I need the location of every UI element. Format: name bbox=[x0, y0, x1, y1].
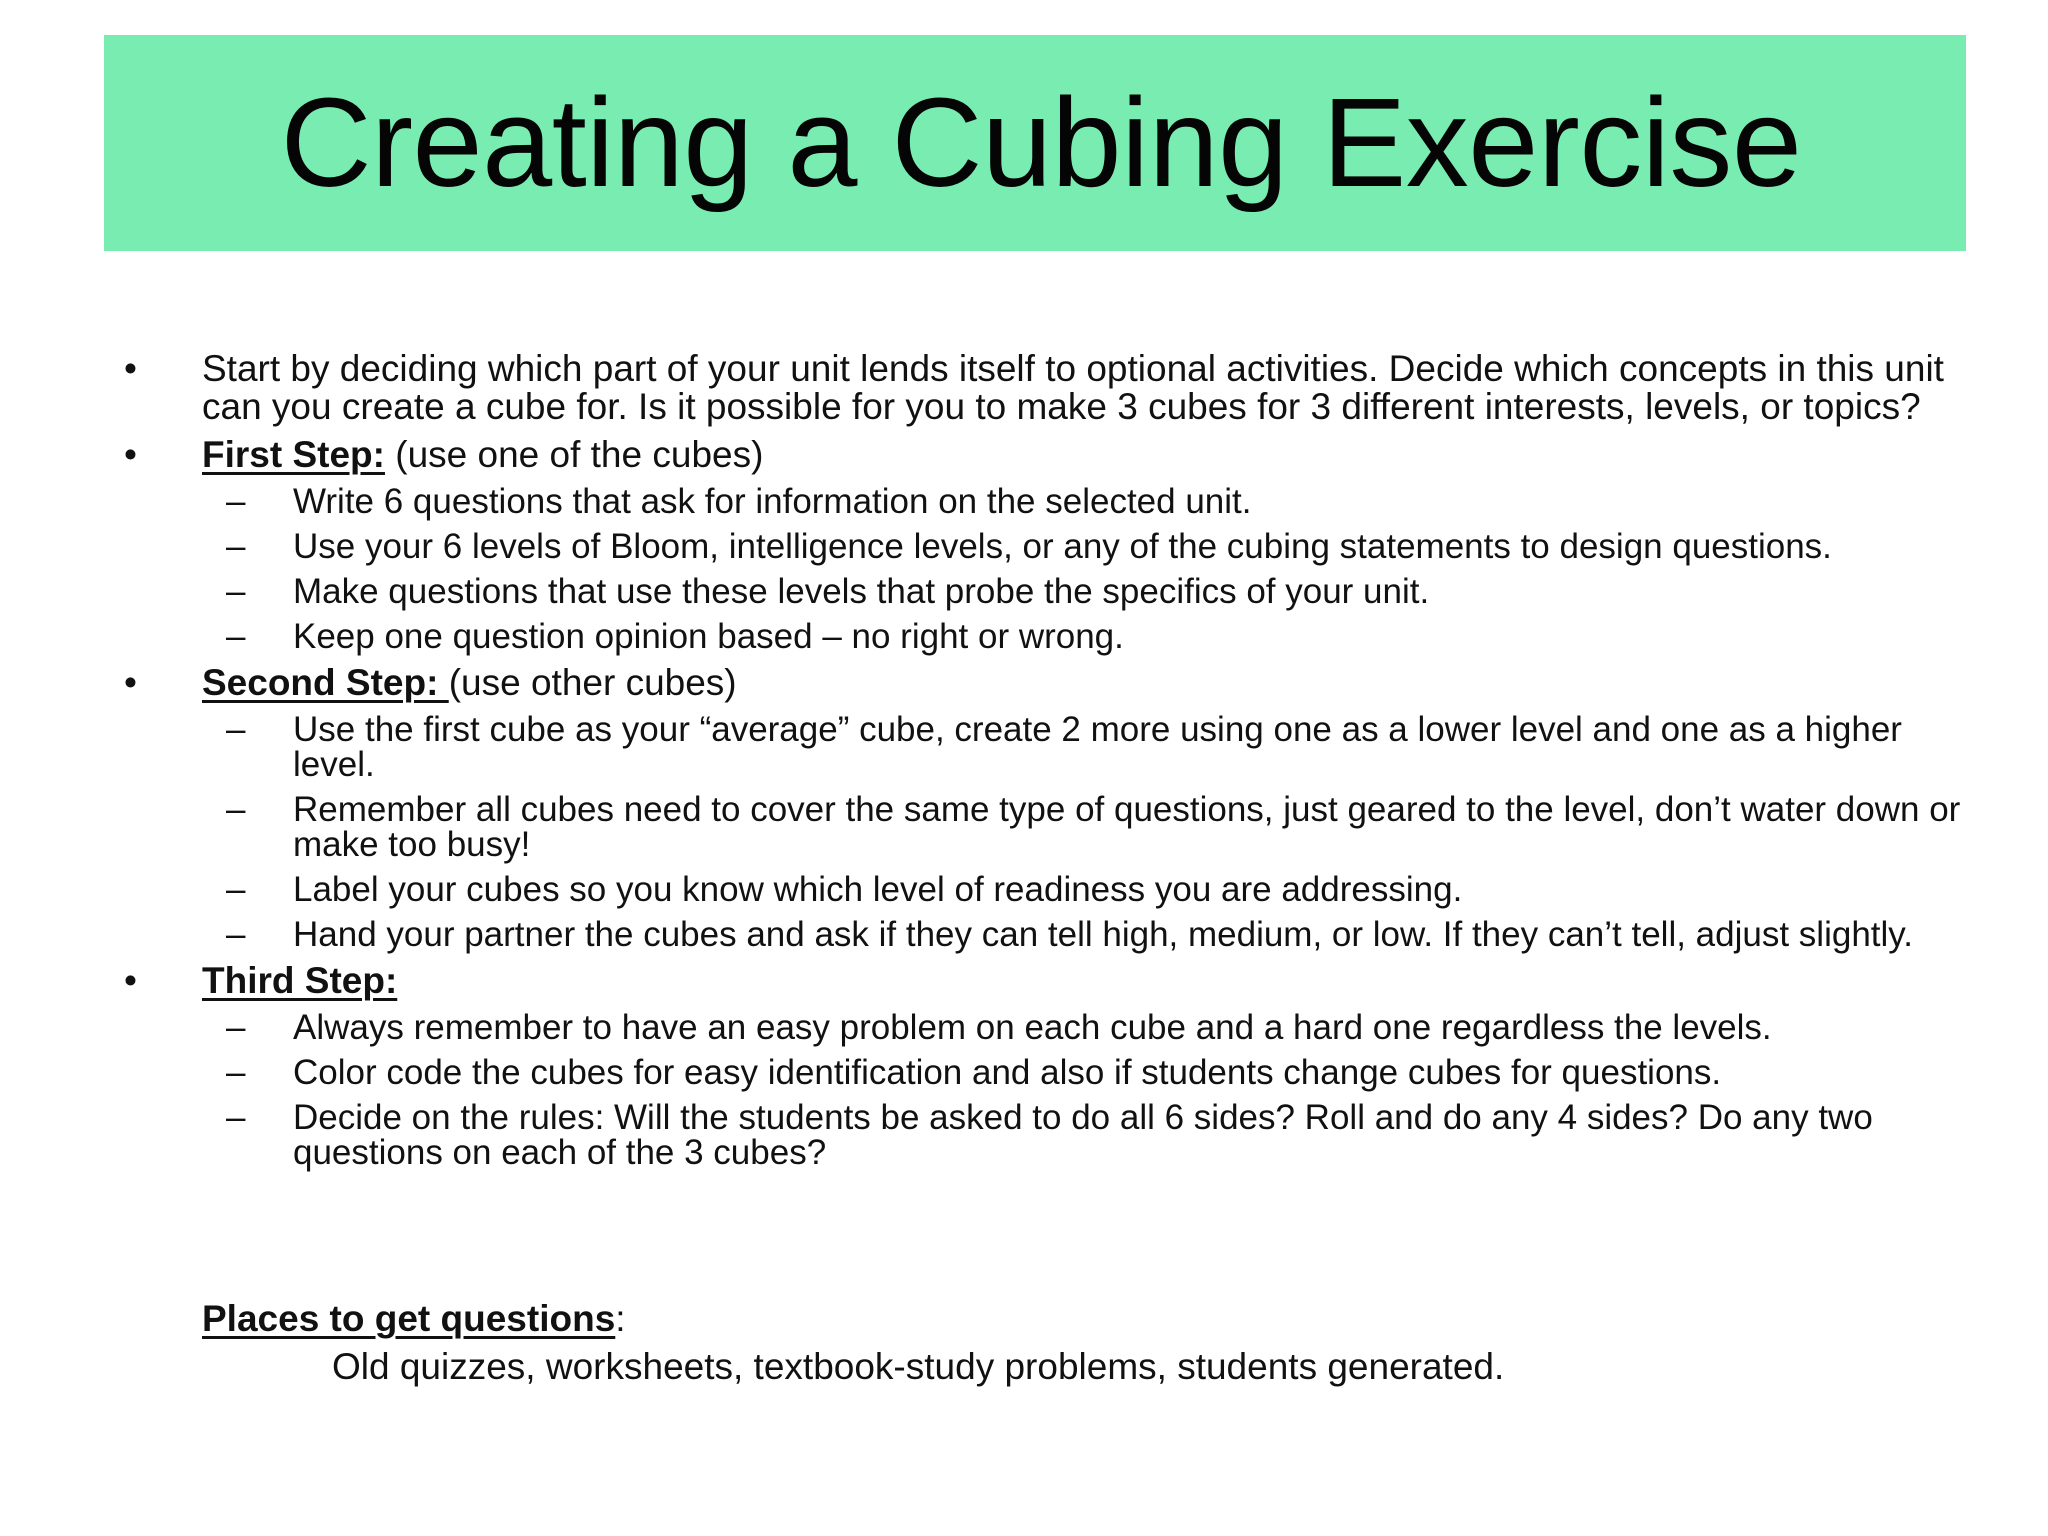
third-step-heading: Third Step: bbox=[202, 960, 398, 1001]
first-step-note: (use one of the cubes) bbox=[384, 434, 764, 475]
second-step-heading: Second Step: bbox=[202, 662, 449, 703]
first-step-item-text: Use your 6 levels of Bloom, intelligence levels, or any of the cubing statements to design questions. bbox=[293, 527, 1832, 566]
dash-marker: – bbox=[226, 1053, 246, 1092]
second-step-item-text: Use the first cube as your “average” cube, create 2 more using one as a lower level and one as a higher level. bbox=[293, 710, 1902, 784]
third-step-item-text: Decide on the rules: Will the students be asked to do all 6 sides? Roll and do any 4 sides? Do any two questions on each of the 3 cubes? bbox=[293, 1098, 1873, 1172]
dash-marker: – bbox=[226, 482, 246, 521]
dash-marker: – bbox=[226, 870, 246, 909]
second-step-item-text: Hand your partner the cubes and ask if they can tell high, medium, or low. If they can’t tell, adjust slightly. bbox=[293, 915, 1913, 954]
places-heading: Places to get questions bbox=[202, 1298, 616, 1339]
first-step-item-text: Keep one question opinion based – no right or wrong. bbox=[293, 617, 1124, 656]
slide-body bbox=[0, 350, 2048, 1180]
dash-marker: – bbox=[226, 572, 246, 611]
dash-marker: – bbox=[226, 915, 246, 954]
bullet-marker: • bbox=[124, 434, 137, 475]
dash-marker: – bbox=[226, 790, 246, 829]
intro-text: Start by deciding which part of your unit lends itself to optional activities. Decide which concepts in this unit can you create a cube for. Is it possible for you to make 3 cubes for 3 different interests, levels, or topics? bbox=[202, 348, 1944, 427]
first-step-heading: First Step: bbox=[202, 434, 385, 475]
first-step-item-text: Make questions that use these levels that probe the specifics of your unit. bbox=[293, 572, 1430, 611]
places-text: Old quizzes, worksheets, textbook-study problems, students generated. bbox=[332, 1346, 1505, 1387]
second-step-bullet bbox=[0, 664, 1962, 702]
second-step-item bbox=[0, 712, 1963, 782]
first-step-bullet bbox=[0, 436, 1962, 474]
first-step-item bbox=[0, 574, 1963, 609]
second-step-item bbox=[0, 872, 1963, 907]
intro-bullet bbox=[0, 350, 1962, 426]
places-colon: : bbox=[615, 1298, 626, 1339]
third-step-item bbox=[0, 1100, 1963, 1170]
first-step-item bbox=[0, 529, 1963, 564]
title-banner bbox=[104, 35, 1966, 251]
dash-marker: – bbox=[226, 617, 246, 656]
dash-marker: – bbox=[226, 710, 246, 749]
third-step-bullet bbox=[0, 962, 1962, 1000]
third-step-item bbox=[0, 1010, 1963, 1045]
third-step-item bbox=[0, 1055, 1963, 1090]
second-step-note: (use other cubes) bbox=[448, 662, 737, 703]
bullet-marker: • bbox=[124, 662, 137, 703]
first-step-item bbox=[0, 484, 1963, 519]
third-step-item-text: Always remember to have an easy problem on each cube and a hard one regardless the levels. bbox=[293, 1008, 1772, 1047]
bullet-marker: • bbox=[124, 960, 137, 1001]
first-step-item-text: Write 6 questions that ask for information on the selected unit. bbox=[293, 482, 1252, 521]
second-step-item bbox=[0, 917, 1963, 952]
third-step-item-text: Color code the cubes for easy identification and also if students change cubes for questions. bbox=[293, 1053, 1722, 1092]
bullet-marker: • bbox=[124, 348, 137, 389]
dash-marker: – bbox=[226, 527, 246, 566]
second-step-item bbox=[0, 792, 1963, 862]
first-step-item bbox=[0, 619, 1963, 654]
slide-title: Creating a Cubing Exercise bbox=[280, 72, 1802, 213]
dash-marker: – bbox=[226, 1008, 246, 1047]
second-step-item-text: Label your cubes so you know which level of readiness you are addressing. bbox=[293, 870, 1463, 909]
places-heading-line bbox=[202, 1300, 626, 1338]
second-step-item-text: Remember all cubes need to cover the same type of questions, just geared to the level, don’t water down or make too busy! bbox=[293, 790, 1961, 864]
dash-marker: – bbox=[226, 1098, 246, 1137]
